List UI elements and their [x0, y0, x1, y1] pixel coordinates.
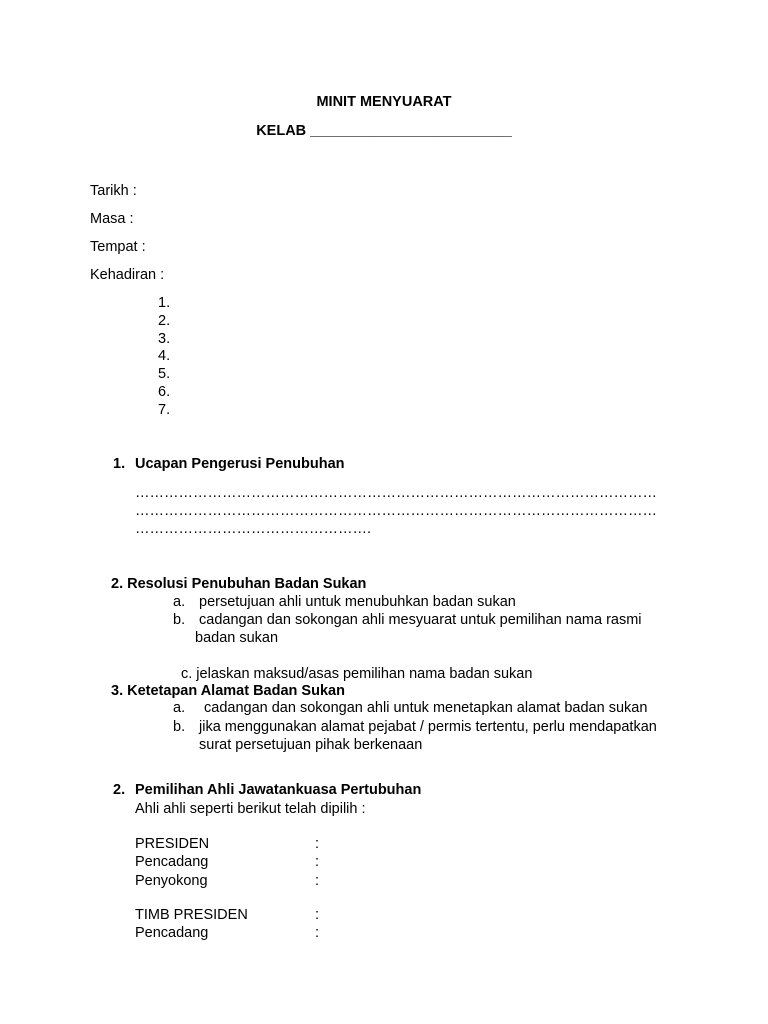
resolution-item-b-line-2: badan sukan — [195, 630, 279, 646]
section-1-title: Ucapan Pengerusi Penubuhan — [135, 456, 345, 472]
dotted-line: ……………………………………………………………………………………………… — [135, 485, 657, 501]
document-title: MINIT MENYUARAT — [316, 94, 452, 110]
section-3-heading: 3. Ketetapan Alamat Badan Sukan — [111, 683, 345, 699]
section-4-title: Pemilihan Ahli Jawatankuasa Pertubuhan — [135, 782, 422, 798]
role-label: Pencadang — [135, 925, 209, 941]
address-item-b-line-2: surat persetujuan pihak berkenaan — [199, 737, 423, 753]
role-label: Pencadang — [135, 854, 209, 870]
resolution-item-c: c. jelaskan maksud/asas pemilihan nama badan sukan — [181, 666, 533, 682]
venue-label: Tempat : — [90, 239, 146, 255]
role-colon: : — [315, 836, 320, 852]
club-name-line: KELAB _________________________ — [256, 123, 512, 139]
item-marker: a. — [173, 594, 186, 610]
attendance-label: Kehadiran : — [90, 267, 165, 283]
resolution-item-a: persetujuan ahli untuk menubuhkan badan sukan — [199, 594, 516, 610]
attendance-number: 7. — [158, 402, 171, 418]
resolution-item-b-line-1: cadangan dan sokongan ahli mesyuarat untuk pemilihan nama rasmi — [199, 612, 642, 628]
attendance-number: 6. — [158, 384, 171, 400]
item-marker: b. — [173, 719, 186, 735]
time-label: Masa : — [90, 211, 134, 227]
attendance-number: 5. — [158, 366, 171, 382]
section-4-number: 2. — [113, 782, 126, 798]
attendance-number: 4. — [158, 348, 171, 364]
section-2-heading: 2. Resolusi Penubuhan Badan Sukan — [111, 576, 367, 592]
address-item-b-line-1: jika menggunakan alamat pejabat / permis tertentu, perlu mendapatkan — [199, 719, 657, 735]
attendance-number: 1. — [158, 295, 171, 311]
dotted-line: …………………………………………. — [135, 521, 372, 537]
role-colon: : — [315, 873, 320, 889]
role-colon: : — [315, 854, 320, 870]
role-label: PRESIDEN — [135, 836, 210, 852]
address-item-a: cadangan dan sokongan ahli untuk menetapkan alamat badan sukan — [204, 700, 648, 716]
role-label: TIMB PRESIDEN — [135, 907, 248, 923]
date-label: Tarikh : — [90, 183, 137, 199]
section-1-number: 1. — [113, 456, 126, 472]
item-marker: a. — [173, 700, 186, 716]
role-label: Penyokong — [135, 873, 208, 889]
committee-intro: Ahli ahli seperti berikut telah dipilih : — [135, 801, 366, 817]
role-colon: : — [315, 907, 320, 923]
attendance-number: 2. — [158, 313, 171, 329]
item-marker: b. — [173, 612, 186, 628]
attendance-number: 3. — [158, 331, 171, 347]
role-colon: : — [315, 925, 320, 941]
dotted-line: ……………………………………………………………………………………………… — [135, 503, 657, 519]
